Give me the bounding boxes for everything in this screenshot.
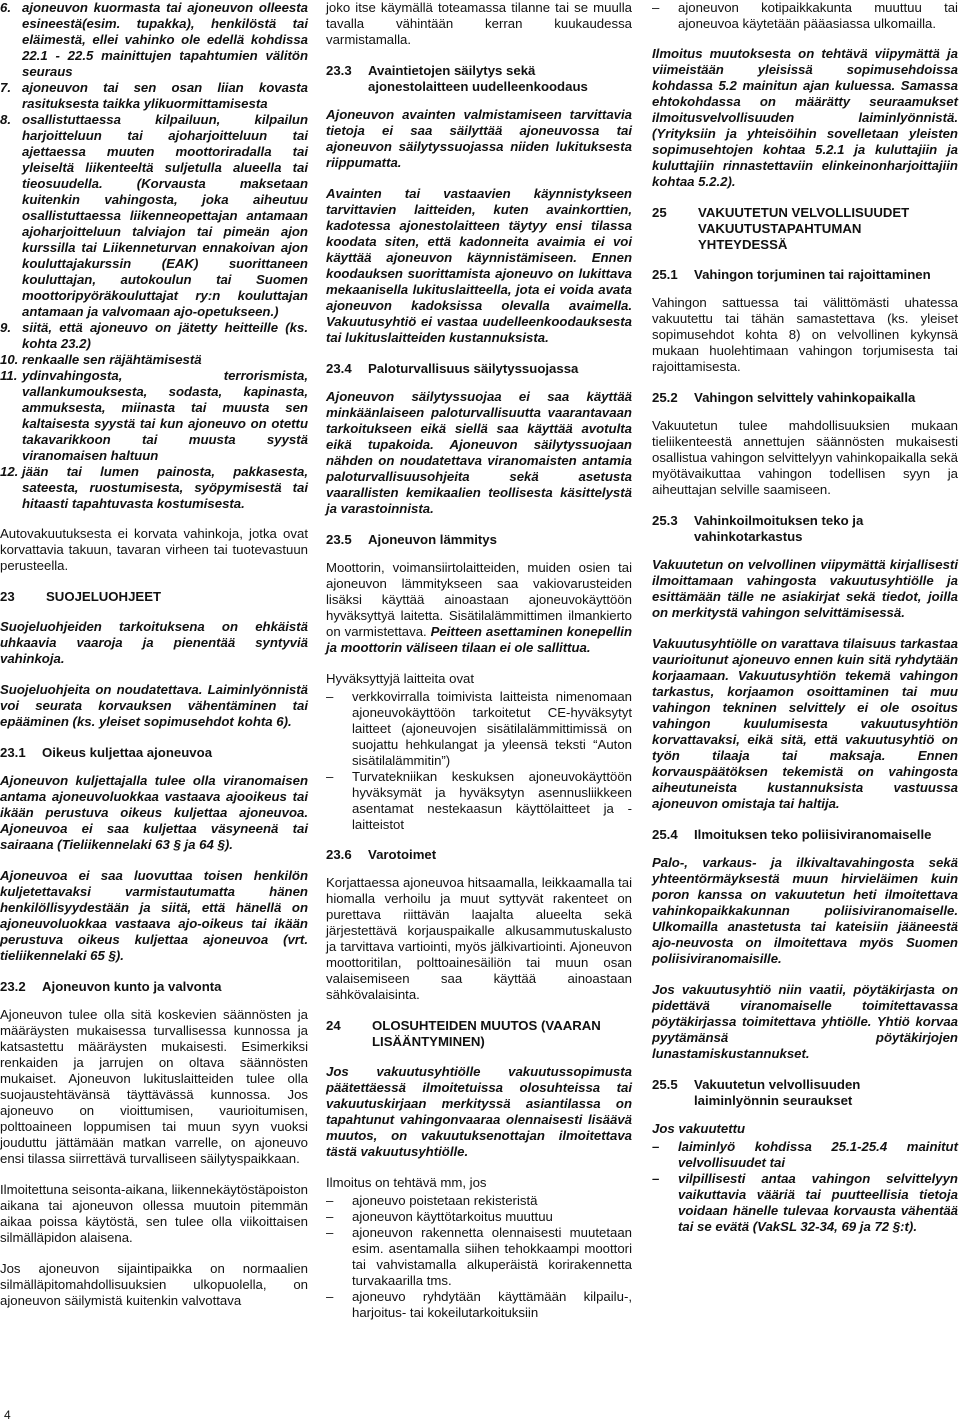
list-item: – Turvatekniikan keskuksen ajoneuvokäyttöön hyväksymät ja hyväksytyn asennusliikkeen asentamat nestekaasun käyttölaitteet ja -laitteistot	[326, 769, 632, 832]
list-item: – ajoneuvon käyttötarkoitus muuttuu	[326, 1209, 553, 1224]
paragraph: Ilmoitettuna seisonta-aikana, liikennekäytöstäpoiston aikana tai ajoneuvon ollessa muutoin pitemmän aikaa poissa käytöstä, sen tulee olla viikoittaisen silmälläpidon alaisena.	[0, 1182, 308, 1245]
list-item: 6. ajoneuvon kuormasta tai ajoneuvon olleesta esineestä(esim. tupakka), henkilöstä tai eläimestä, ellei vahinko ole edellä kohdissa 22.1 - 22.5 mainittujen tapahtumien välitön seuraus	[0, 0, 308, 79]
paragraph: Suojeluohjeiden tarkoituksena on ehkäistä uhkaavia vaaroja ja pienentää syntyviä vahinkoja.	[0, 619, 308, 666]
section-heading-25: 25 VAKUUTETUN VELVOLLISUUDET VAKUUTUSTAPAHTUMAN YHTEYDESSÄ	[652, 205, 910, 252]
section-heading-25-3: 25.3 Vahinkoilmoituksen teko ja vahinkotarkastus	[652, 513, 864, 544]
section-heading-25-2: 25.2 Vahingon selvittely vahinkopaikalla	[652, 390, 916, 405]
paragraph: Ajoneuvon tulee olla sitä koskevien säännösten ja määräysten mukaisessa turvallisessa kunnossa ja katsastettu määräysten mukaisesti. Esimerkiksi renkaiden ja jarrujen on oltava säännösten mukaiset. Ajoneuvon lukituslaitteiden tulee olla suojaustehtävänsä täyttävässä kunnossa. Jos ajoneuvo on vioittumisen, vaurioitumisen, polttoaineen loppumisen tai muun syyn vuoksi jouduttu jättämään matkan varrelle, on ajoneuvo ensi tilassa siirrettävä turvalliseen säilytyspaikkaan.	[0, 1007, 308, 1166]
notice-conditions-list-cont	[652, 0, 958, 32]
paragraph: Vakuutusyhtiölle on varattava tilaisuus tarkastaa vaurioitunut ajoneuvo ennen kuin sitä ryhdytään korjaamaan. Vakuutusyhtiön tekemä vahingon tarkastus, korjaamon osoittaminen tai muu vahingon tekninen selvittely ei ole osoitus vahingon kuulumisesta vakuutusyhtiön korvattavaksi, eikä sitä, että vakuutusyhtiö on työn tilaaja tai maksaja. Ennen korvauspäätöksen tekemistä on vahingosta aiheutuneista kustannuksista vastuussa ajoneuvon omistaja tai haltija.	[652, 636, 958, 811]
paragraph: Autovakuutuksesta ei korvata vahinkoja, jotka ovat korvattavia takuun, tavaran virheen tai tuotevastuun perusteella.	[0, 526, 308, 573]
paragraph: Vakuutetun tulee mahdollisuuksien mukaan tieliikenteestä annettujen säännösten mukaisesti osallistua vahingon selvittelyyn vahinkopaikalla sekä myötävaikuttaa vahingon todellisen syyn ja aiheuttajan selville saamiseen.	[652, 418, 958, 497]
list-item: – ajoneuvo poistetaan rekisteristä	[326, 1193, 538, 1208]
paragraph: Vakuutetun on velvollinen viipymättä kirjallisesti ilmoittamaan vahingosta vakuutusyhtiölle ja esittämään tälle ne asiakirjat sekä tiedot, joilla on merkitystä vahingon selvittämisessä.	[652, 557, 958, 620]
list-item: – verkkovirralla toimivista laitteista nimenomaan ajoneuvokäyttöön tarkoitetut CE-hyväksytyt laitteet (ajoneuvojen sisätilalämmittimissä on suojattu hehkulangat ja yleensä teksti “Auton sisätilalämmitin”)	[326, 689, 632, 768]
paragraph: Ajoneuvoa ei saa luovuttaa toisen henkilön kuljetettavaksi varmistautumatta hänen henkilöllisyydestään ja siitä, että hänellä on ajoneuvoluokkaa vastaava ajo-oikeus tai ikään perustuva oikeus kuljettaa ajoneuvoa (vrt. tieliikennelaki 65 §).	[0, 868, 308, 963]
paragraph: Jos vakuutettu	[652, 1121, 746, 1136]
paragraph: joko itse käymällä toteamassa tilanne tai se muulla tavalla vähintään kerran kuukaudessa varmistamalla.	[326, 0, 632, 47]
paragraph: Korjattaessa ajoneuvoa hitsaamalla, leikkaamalla tai hiomalla verhoilu ja muut syttyvät rakenteet on purettava riittävän laajalta alueelta sekä järjestettävä korjauspaikalle alkusammutuskalusto ja tarvittava vartiointi, myös jälkivartiointi. Ajoneuvon moottoritilan, polttoainesäiliön tai muun osan valaisemiseen saa käyttää ainoastaan sähkövalaisinta.	[326, 875, 632, 1002]
list-item: – ajoneuvon kotipaikkakunta muuttuu tai ajoneuvoa käytetään pääasiassa ulkomailla.	[652, 0, 958, 31]
paragraph: Suojeluohjeita on noudatettava. Laiminlyönnistä voi seurata korvauksen vähentäminen tai epääminen (ks. yleiset sopimusehdot kohta 6).	[0, 682, 308, 729]
paragraph: Jos vakuutusyhtiö niin vaatii, pöytäkirjasta on pidettävä viranomaiselle toimitettavassa pöytäkirjassa toimitettava yhtiölle. Yhtiö korvaa pyytämänsä pöytäkirjojen lunastamiskustannukset.	[652, 982, 958, 1061]
list-item: 10. renkaalle sen räjähtämisestä	[0, 352, 202, 367]
section-heading-23-5: 23.5 Ajoneuvon lämmitys	[326, 532, 497, 547]
list-item: – ajoneuvon rakennetta olennaisesti muutetaan esim. asentamalla siihen tehokkaampi moottori tai vahvistamalla alkuperäistä korirakennetta turvakaarilla tms.	[326, 1225, 632, 1288]
paragraph: Ilmoitus on tehtävä mm, jos	[326, 1175, 487, 1190]
list-item: – laiminlyö kohdissa 25.1-25.4 mainitut velvollisuudet tai	[652, 1139, 958, 1170]
paragraph: Hyväksyttyjä laitteita ovat	[326, 671, 475, 686]
paragraph: Ajoneuvon kuljettajalla tulee olla viranomaisen antama ajoneuvoluokkaa vastaava ajooikeus tai ikään perustuva oikeus kuljettaa ajoneuvoa. Ajoneuvoa ei saa kuljettaa väsyneenä tai sairaana (Tieliikennelaki 63 § ja 64 §).	[0, 773, 308, 852]
column-left	[0, 0, 308, 1324]
section-heading-23-4: 23.4 Paloturvallisuus säilytyssuojassa	[326, 361, 579, 376]
paragraph: Palo-, varkaus- ja ilkivaltavahingosta sekä yhteentörmäyksestä muun hirvieläimen kuin poron kanssa on vakuutetun heti ilmoitettava vahinkopaikkakunnan poliisiviranomaiselle. Ulkomailla anastetusta tai kateisiin jääneestä ajo-neuvosta on ilmoitettava myös Suomen poliisiviranomaisille.	[652, 855, 958, 966]
section-heading-24: 24 OLOSUHTEIDEN MUUTOS (VAARAN LISÄÄNTYMINEN)	[326, 1018, 601, 1049]
paragraph: Moottorin, voimansiirtolaitteiden, muiden osien tai ajoneuvon lämmitykseen saa vakiovarusteiden lisäksi käyttää ainoastaan ajoneuvokäyttöön hyväksyttyä laitetta. Sisätilalämmittimen ilmankierto on varmistettava. Peitteen asettaminen konepellin ja moottorin väliseen tilaan ei ole sallittua.	[326, 560, 632, 655]
paragraph: Ajoneuvon avainten valmistamiseen tarvittavia tietoja ei saa säilyttää ajoneuvossa tai ajoneuvon säilytyssuojassa niiden lukituksesta riippumatta.	[326, 107, 632, 170]
notice-conditions-list	[326, 1193, 632, 1321]
paragraph: Vahingon sattuessa tai välittömästi uhatessa vakuutettu tai tähän samastettava (ks. yleiset sopimusehdot kohta 8) on velvollinen kykynsä mukaan huolehtimaan vahingon torjumisesta tai rajoittamisesta.	[652, 295, 958, 374]
column-right	[652, 0, 958, 1249]
section-heading-23: 23 SUOJELUOHJEET	[0, 589, 162, 604]
paragraph: Avainten tai vastaavien käynnistykseen tarvittavien laitteiden, kuten avainkorttien, kadotessa ajonestolaitteen täytyy ensi tilassa koodata siten, että kadonneita avaimia ei voi käyttää ajoneuvon käynnistämiseen. Ennen koodauksen suorittamista ajoneuvo on lukittava mekaanisella lukituslaitteella, jota ei voida avata ajoneuvon kadoksissa olevalla avaimella. Vakuutusyhtiö ei vastaa uudelleenkoodauksesta tai lukituslaitteiden kustannuksista.	[326, 186, 632, 345]
list-item: 12. jään tai lumen painosta, pakkasesta, sateesta, ruostumisesta, syöpymisestä tai hitaasti tapahtuvasta kostumisesta.	[0, 464, 308, 511]
list-item: – vilpillisesti antaa vahingon selvittelyyn vaikuttavia vääriä tai puutteellisia tietoja voidaan hänelle tulevaa korvausta vähentää tai se evätä (VakSL 32-34, 69 ja 72 §:t).	[652, 1171, 958, 1234]
section-heading-25-4: 25.4 Ilmoituksen teko poliisiviranomaiselle	[652, 827, 932, 842]
page-number: 4	[4, 1408, 11, 1422]
consequences-list	[652, 1139, 958, 1235]
paragraph: Ilmoitus muutoksesta on tehtävä viipymättä ja viimeistään yleisissä sopimusehdoissa kohdassa 5.2 mainitun ajan kuluessa. Samassa ehtokohdassa on määrätty seuraamukset ilmoitusvelvollisuuden laiminlyönnistä. (Yrityksiin ja yhteisöihin sovelletaan yleisten sopimusehtojen kohtaa 5.2.1 ja kuluttajiin ja kuluttajiin rinnastettaviin elinkeinonharjoittajiin kohtaa 5.2.2).	[652, 46, 958, 189]
section-heading-25-5: 25.5 Vakuutetun velvollisuuden laiminlyönnin seuraukset	[652, 1077, 861, 1108]
paragraph: Jos vakuutusyhtiölle vakuutussopimusta päätettäessä ilmoitetuissa olosuhteissa tai vakuutuskirjaan merkityssä asiantilassa on tapahtunut vahingonvaaraa olennaisesti lisäävä muutos, on vakuutuksenottajan ilmoitettava tästä vakuutusyhtiölle.	[326, 1064, 632, 1159]
section-heading-25-1: 25.1 Vahingon torjuminen tai rajoittaminen	[652, 267, 931, 282]
section-heading-23-6: 23.6 Varotoimet	[326, 847, 437, 862]
section-heading-23-3: 23.3 Avaintietojen säilytys sekä ajonestolaitteen uudelleenkoodaus	[326, 63, 588, 94]
paragraph: Ajoneuvon säilytyssuojaa ei saa käyttää minkäänlaiseen paloturvallisuutta vaarantavaan tarkoitukseen eikä siellä saa käyttää avotulta eikä tupakoida. Ajoneuvon säilytyssuojaan nähden on noudatettava viranomaisten antamia paloturvallisuusohjeita sekä asetusta vaarallisten kemikaalien teollisesta käsittelystä ja varastoinnista.	[326, 389, 632, 516]
list-item: 8. osallistuttaessa kilpailuun, kilpailun harjoitteluun tai ajoharjoitteluun tai ajettaessa muuten moottoriradalla tai yleiseltä liikenteeltä suljetulla alueella tai tieosuudella. (Korvausta maksetaan kuitenkin vahingosta, joka aiheutuu osallistuttaessa liikenneopettajan antamaan ajoharjoitteluun talviajon tai pimeän ajon kurssilla tai Liikenneturvan ennakoivan ajon kouluttajakurssin (EAK) suorittaneen kouluttajan, autokoulun tai Suomen moottoripyöräkouluttajat ry:n kouluttajan antamaan ja valvomaan ajo-opetukseen.)	[0, 112, 308, 319]
list-item: 9. siitä, että ajoneuvo on jätetty heitteille (ks. kohta 23.2)	[0, 320, 308, 351]
column-middle	[326, 0, 632, 1335]
list-item: – ajoneuvo ryhdytään käyttämään kilpailu-, harjoitus- tai kokeilutarkoituksiin	[326, 1289, 632, 1320]
list-item: 11. ydinvahingosta, terrorismista, vallankumouksesta, sodasta, kapinasta, ammuksesta, miinasta tai muusta sen kaltaisesta syystä tai kun ajoneuvo on otettu takavarikkoon tai muusta syystä viranomaisen haltuun	[0, 368, 308, 463]
paragraph: Jos ajoneuvon sijaintipaikka on normaalien silmälläpitomahdollisuuksien ulkopuolella, on ajoneuvon säilymistä kuitenkin valvottava	[0, 1261, 308, 1308]
approved-devices-list	[326, 689, 632, 833]
exclusion-list	[0, 0, 308, 512]
list-item: 7. ajoneuvon tai sen osan liian kovasta rasituksesta taikka ylikuormittamisesta	[0, 80, 308, 111]
section-heading-23-1: 23.1 Oikeus kuljettaa ajoneuvoa	[0, 745, 213, 760]
section-heading-23-2: 23.2 Ajoneuvon kunto ja valvonta	[0, 979, 222, 994]
